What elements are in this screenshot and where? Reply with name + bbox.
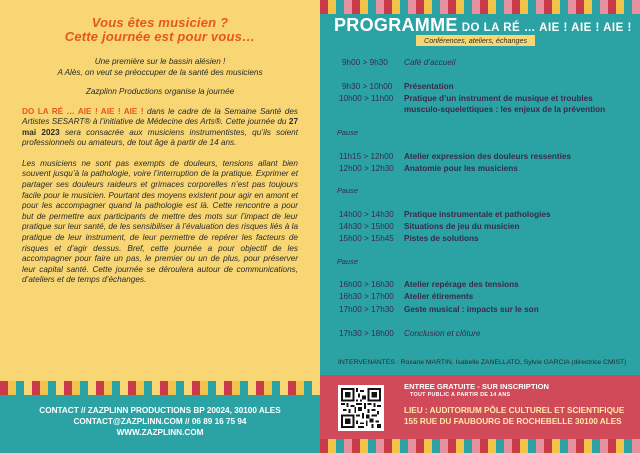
pause-label: Pause: [337, 128, 358, 137]
program-subtitle: Conférences, ateliers, échanges: [416, 35, 535, 46]
schedule-time: 15h00 > 15h45: [339, 234, 394, 243]
info-box: [320, 375, 640, 439]
qr-code-icon[interactable]: [338, 385, 384, 431]
intro-line-1: Une première sur le bassin alésien !: [94, 57, 226, 66]
pause-label: Pause: [337, 257, 358, 266]
schedule-time: 10h00 > 11h00: [339, 94, 394, 103]
paragraph-2: Les musiciens ne sont pas exempts de douleurs, tensions allant bien souvent jusqu’à la pathologie, voire l’interruption de la pratique. Exprimer et partager ses douleurs raideurs et grimaces corporelles n’est pas toujours facile pour le musicien. Pourtant des moyens existent pour agir en amont et pour les accompagner quand la pathologie est là. Cette rencontre a pour but de permettre aux participants de mettre des mots sur l’impact de leur pratique sur leur santé, de les sensibiliser à l’évaluation des risques liés à la pratique de leur instrument, de leur permettre de repérer les facteurs de risques et d’agir dessus. Bref, cette journée a pour objectif de les accompagner pour faire un pas, le premier ou un de plus, pour préserver leur capital santé. Cette journée se déroulera autour de communications, d’ateliers et de temps d’échanges.: [22, 158, 298, 285]
schedule-label: Atelier étirements: [404, 292, 474, 301]
audience-info: TOUT PUBLIC A PARTIR DE 14 ANS: [410, 392, 511, 398]
intro: [22, 57, 298, 98]
pause-label: Pause: [337, 186, 358, 195]
headline-line-1: Vous êtes musicien ?: [91, 15, 229, 30]
schedule-time: 16h00 > 16h30: [339, 280, 394, 289]
contact-block: [0, 395, 320, 453]
headline-line-2: Cette journée est pour vous…: [64, 29, 256, 44]
schedule-time: 12h00 > 12h30: [339, 164, 394, 173]
schedule-label: Café d’accueil: [404, 58, 456, 67]
venue-line-1: LIEU : AUDITORIUM PÔLE CULTUREL ET SCIENTIFIQUE: [404, 406, 625, 415]
schedule-time: 14h00 > 14h30: [339, 210, 394, 219]
schedule-label: Anatomie pour les musiciens: [404, 164, 518, 173]
decorative-stripes: [0, 381, 320, 395]
event-name: DO LA RÉ … AIE ! AIE ! AIE !: [22, 106, 144, 116]
intro-line-2: A Alès, on veut se préoccuper de la santé des musiciens: [57, 67, 263, 77]
schedule-label: Atelier expression des douleurs ressenties: [404, 152, 572, 161]
decorative-stripes-bottom: [320, 439, 640, 453]
schedule-time: 17h00 > 17h30: [339, 305, 394, 314]
program-title: [334, 15, 632, 36]
contact-website[interactable]: WWW.ZAZPLINN.COM: [116, 428, 204, 437]
paragraph-1: [22, 107, 298, 149]
contact-address: CONTACT // ZAZPLINN PRODUCTIONS BP 20024, 30100 ALES: [39, 406, 281, 415]
schedule-label: Pratique instrumentale et pathologies: [404, 210, 551, 219]
schedule-time: 17h30 > 18h00: [339, 329, 394, 338]
venue-line-2: 155 RUE DU FAUBOURG DE ROCHEBELLE 30100 ALES: [404, 417, 622, 426]
program-title-event: DO LA RÉ … AIE ! AIE ! AIE !: [461, 22, 632, 34]
schedule-time: 9h30 > 10h00: [342, 82, 393, 91]
schedule-label: Pratique d’un instrument de musique et troubles musculo-squelettiques : les enjeux de la prévention: [404, 94, 606, 114]
paragraph-1-a: dans le cadre de la Semaine Santé des Artistes SESART® à l’initiative de Médecine des Arts®. Cette journée du: [22, 106, 298, 127]
paragraph-1-b: sera consacrée aux musiciens instrumentistes, qu’ils soient professionnels ou amateurs, de tout âge à partir de 14 ans.: [22, 127, 298, 148]
schedule-label: Situations de jeu du musicien: [404, 222, 520, 231]
schedule-label: Présentation: [404, 82, 454, 91]
schedule-time: 14h30 > 15h00: [339, 222, 394, 231]
decorative-stripes-top: [320, 0, 640, 14]
schedule-label: Geste musical : impacts sur le son: [404, 305, 539, 314]
intervenants: INTERVENANTES : Roxane MARTIN, Isabelle ZANELLATO, Sylvie GARCIA (directrice CMIST): [338, 359, 627, 366]
schedule-label: Pistes de solutions: [404, 234, 479, 243]
contact-email-phone[interactable]: CONTACT@ZAZPLINN.COM // 06 89 16 75 94: [73, 417, 247, 426]
venue-info: [404, 405, 636, 427]
left-content: [0, 0, 320, 393]
schedule-time: 16h30 > 17h00: [339, 292, 394, 301]
schedule-label: Conclusion et clôture: [404, 329, 481, 338]
schedule-label: Atelier repérage des tensions: [404, 280, 519, 289]
entry-info: ENTREE GRATUITE - SUR INSCRIPTION: [404, 382, 549, 391]
schedule-time: 9h00 > 9h30: [342, 58, 388, 67]
event-date: 27 mai 2023: [22, 117, 298, 137]
right-panel: [320, 0, 640, 453]
schedule-time: 11h15 > 12h00: [339, 152, 394, 161]
headline: [22, 16, 298, 44]
program-title-main: PROGRAMME: [334, 15, 458, 35]
intro-line-3: Zazplinn Productions organise la journée: [85, 87, 235, 96]
